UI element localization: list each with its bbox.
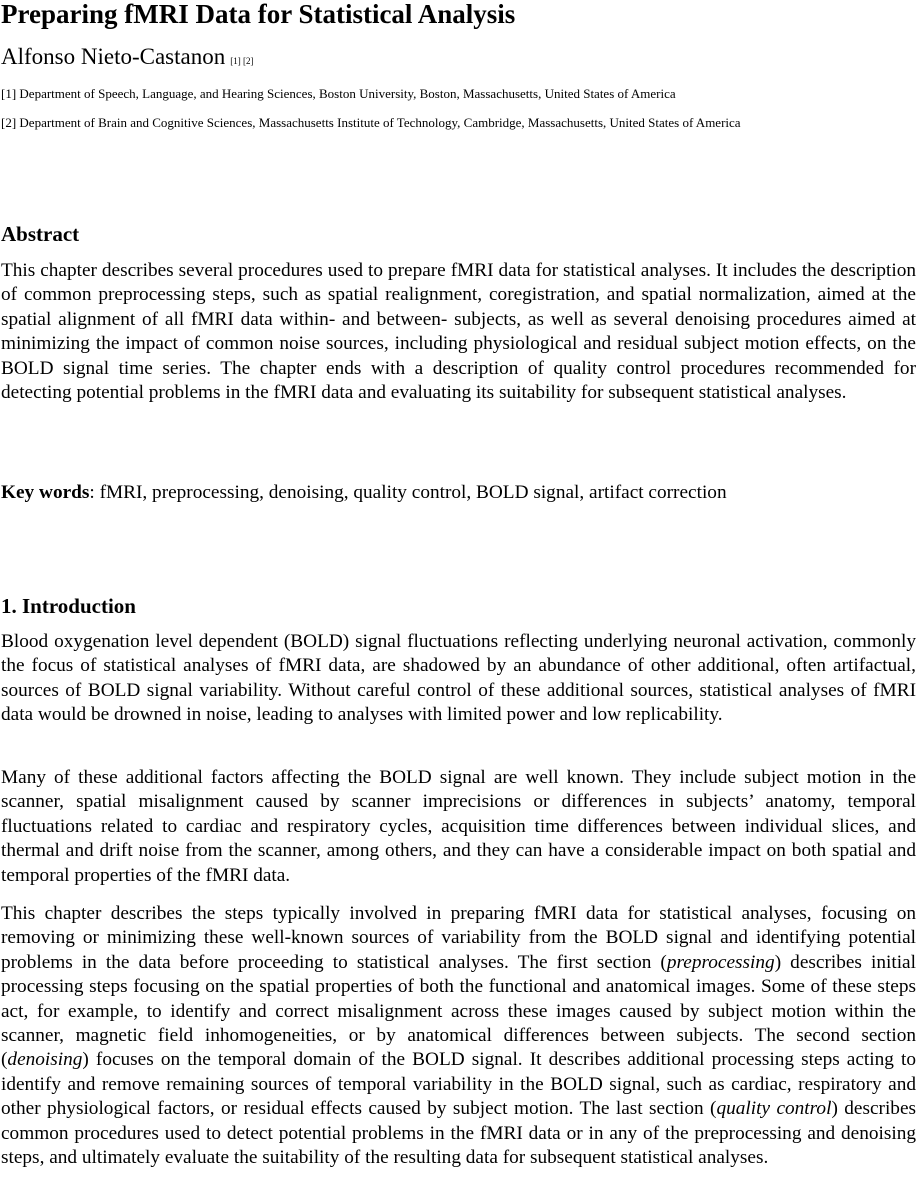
author-name: Alfonso Nieto-Castanon: [1, 44, 226, 69]
intro-p3-text-4: ) describes common procedures used to detect potential problems in the fMRI data or in any of the preprocessing and denoising steps, and ultimately evaluate the suitability of the resulting data for subsequent statistical analyses.: [1, 1098, 917, 1169]
keywords-line: [1, 481, 916, 505]
author-affiliation-marks: [1] [2]: [230, 56, 254, 66]
abstract-heading: Abstract: [1, 222, 80, 246]
introduction-heading: 1. Introduction: [1, 594, 136, 618]
abstract-text: This chapter describes several procedures used to prepare fMRI data for statistical analyses. It includes the description of common preprocessing steps, such as spatial realignment, coregistration, and spatial normalization, aimed at the spatial alignment of all fMRI data within- and between- subjects, as well as several denoising procedures aimed at minimizing the impact of common noise sources, including physiological and residual subject motion effects, on the BOLD signal time series. The chapter ends with a description of quality control procedures recommended for detecting potential problems in the fMRI data and evaluating its suitability for subsequent statistical analyses.: [1, 260, 916, 404]
intro-p3-emphasis-denoising: denoising: [7, 1049, 83, 1071]
intro-p3-text-3: ) focuses on the temporal domain of the BOLD signal. It describes additional processing steps acting to identify and remove remaining sources of temporal variability in the BOLD signal, such as cardiac, respiratory and other physiological factors, or residual effects caused by subject motion. The last section (: [1, 1049, 916, 1120]
keywords-separator: :: [89, 482, 100, 503]
introduction-paragraph-2: Many of these additional factors affecting the BOLD signal are well known. They include subject motion in the scanner, spatial misalignment caused by scanner imprecisions or differences in subjects’ anatomy, temporal fluctuations related to cardiac and respiratory cycles, acquisition time differences between individual slices, and thermal and drift noise from the scanner, among others, and they can have a considerable impact on both spatial and temporal properties of the fMRI data.: [1, 767, 916, 886]
affiliation-1: [1] Department of Speech, Language, and Hearing Sciences, Boston University, Boston, Massachusetts, United States of America: [1, 86, 676, 101]
intro-p3-emphasis-preprocessing: preprocessing: [666, 951, 775, 973]
keywords-text: fMRI, preprocessing, denoising, quality control, BOLD signal, artifact correction: [99, 482, 727, 503]
author-line: [1, 43, 253, 71]
intro-p3-text-2: ) describes initial processing steps focusing on the spatial properties of both the functional and anatomical images. Some of these steps act, for example, to identify and correct misalignment across these images caused by subject motion within the scanner, magnetic field inhomogeneities, or by anatomical differences between subjects. The second section (: [1, 951, 916, 1071]
keywords-label: Key words: [1, 482, 90, 503]
introduction-paragraph-1: Blood oxygenation level dependent (BOLD) signal fluctuations reflecting underlying neuronal activation, commonly the focus of statistical analyses of fMRI data, are shadowed by an abundance of other additional, often artifactual, sources of BOLD signal variability. Without careful control of these additional sources, statistical analyses of fMRI data would be drowned in noise, leading to analyses with limited power and low replicability.: [1, 631, 916, 726]
paper-title: Preparing fMRI Data for Statistical Analysis: [1, 0, 516, 29]
affiliation-2: [2] Department of Brain and Cognitive Sciences, Massachusetts Institute of Technology, Cambridge, Massachusetts, United States of America: [1, 115, 741, 130]
intro-p3-emphasis-quality-control: quality control: [716, 1098, 832, 1120]
introduction-paragraph-3: [1, 902, 916, 1170]
intro-p3-text-1: This chapter describes the steps typically involved in preparing fMRI data for statistical analyses, focusing on removing or minimizing these well-known sources of variability from the BOLD signal and identifying potential problems in the data before proceeding to statistical analyses. The first section (: [1, 903, 916, 973]
